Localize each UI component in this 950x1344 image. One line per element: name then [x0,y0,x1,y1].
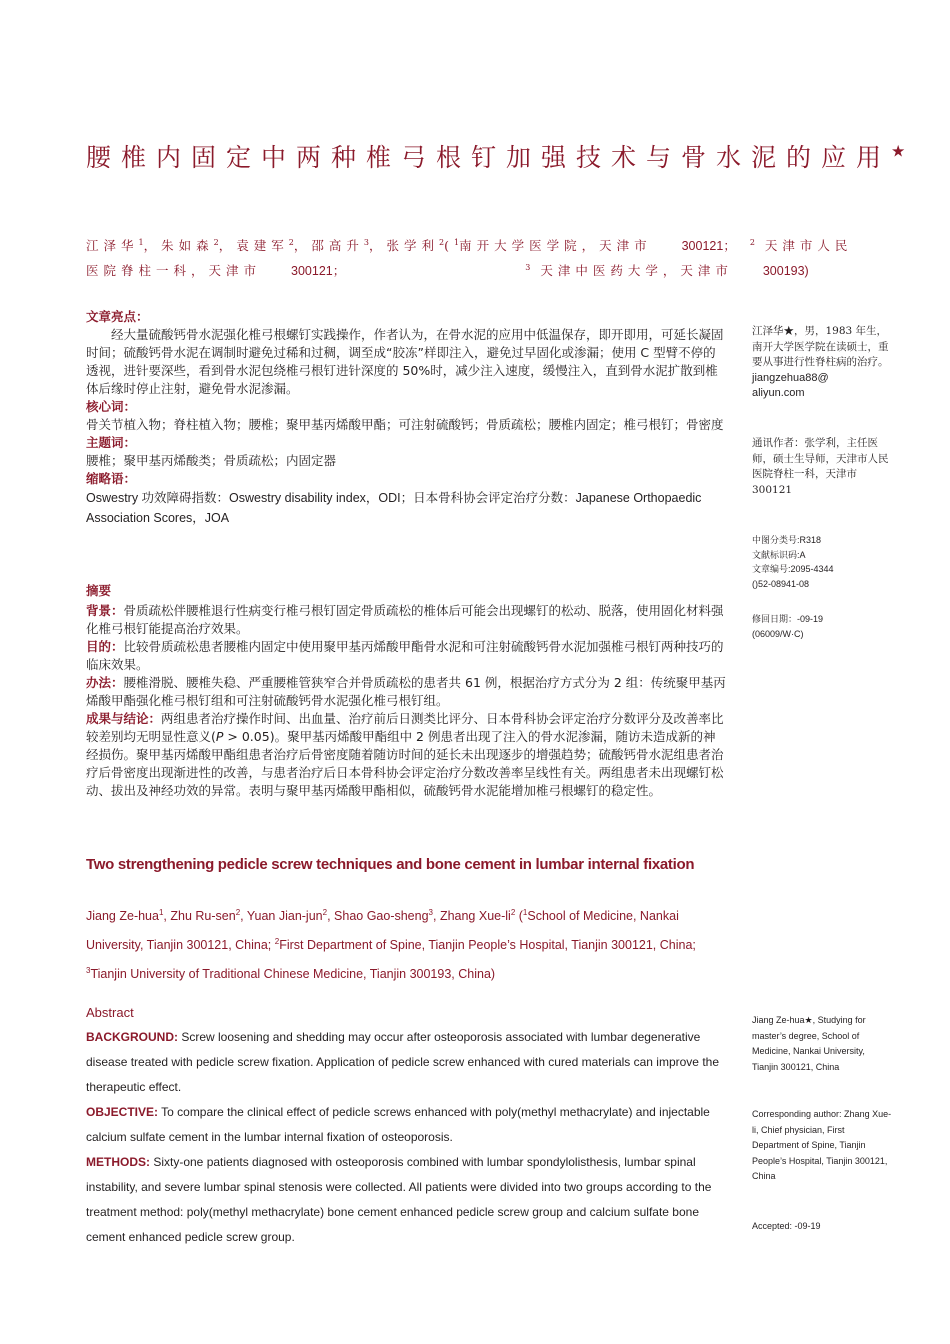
page-title [86,138,905,174]
sidebar-accepted: Accepted: -09-19 [752,1221,821,1231]
affiliation-3: 天津中医药大学，天津市 [540,263,733,278]
subject-text: 腰椎；聚甲基丙烯酸类；骨质疏松；内固定器 [86,453,337,468]
author-5: 张学利 [386,238,440,253]
cn-abstract [86,582,726,800]
affiliation-1: 南开大学医学院，天津市 [459,238,652,253]
abstract-en-background: BACKGROUND: Screw loosening and shedding may occur after osteoporosis associated with lumbar degenerative disease treated with pedicle screw fixation. Application of pedicle screw enhanced with cured materials can improve the therapeutic effect. [86,1030,719,1094]
abstract-en-methods: METHODS: Sixty-one patients diagnosed with osteoporosis combined with lumbar spondylolisthesis, lumbar spinal instability, and severe lumbar spinal stenosis were collected. All patients were divided into two groups according to the treatment method: poly(methyl methacrylate) bone cement enhanced pedicle screw group and calcium sulfate bone cement enhanced pedicle screw group. [86,1155,712,1244]
english-abstract [86,1000,726,1250]
author-1: 江泽华 [86,238,139,253]
sidebar-corresponding-en: Corresponding author: Zhang Xue-li, Chief physician, First Department of Spine, Tianjin People’s Hospital, Tianjin 300121, China [752,1109,892,1181]
cn-front-matter [86,308,726,528]
affiliation-2-cont: 医院脊柱一科，天津市 [86,263,262,278]
revised-date: 修回日期：-09-19 [752,614,824,624]
author-email: jiangzehua88@ [752,371,829,384]
abstract-en-objective: OBJECTIVE: To compare the clinical effect of pedicle screws enhanced with poly(methyl methacrylate) and injectable calcium sulfate cement in the lumbar internal fixation of osteoporosis. [86,1105,710,1144]
sidebar-author-note-cn: 江泽华★，男，1983 年生，南开大学医学院在读硕士，重要从事进行性脊柱病的治疗。 jiangzehua88@ aliyun.com [752,324,892,402]
highlights-heading: 文章亮点： [86,309,149,324]
title-text: 腰椎内固定中两种椎弓根钉加强技术与骨水泥的应用 [86,143,892,172]
sidebar-catalog-info: 中图分类号:R318 文献标识码:A 文章编号:2095-4344 ()52-08941-08 [752,533,892,591]
sidebar-revised: 修回日期：-09-19 (06009/W·C) [752,612,892,641]
abstract-en-heading: Abstract [86,1005,134,1020]
authors-cn-line2: 医院脊柱一科，天津市 300121； $^3$ 天津中医药大学，天津市 300193) [86,262,809,278]
abstract-cn-background: 背景：骨质疏松伴腰椎退行性病变行椎弓根钉固定骨质疏松的椎体后可能会出现螺钉的松动、脱落，使用固化材料强化椎弓根钉能提高治疗效果。 [86,603,724,636]
authors-cn-line1: 江泽华$^1$，朱如森$^2$，袁建军$^2$，邵高升$^3$，张学利$^2$($^1$南开大学医学院，天津市 300121； $^2$ 天津市人民 [86,237,853,253]
abbrev-heading: 缩略语： [86,471,137,486]
abstract-cn-methods: 办法：腰椎滑脱、腰椎失稳、严重腰椎管狭窄合并骨质疏松的患者共 61 例，根据治疗方式分为 2 组：传统聚甲基丙烯酸甲酯强化椎弓根钉组和可注射硫酸钙骨水泥强化椎弓根钉组。 [86,675,726,708]
keywords-heading: 核心词： [86,399,137,414]
author-2: 朱如森 [161,238,214,253]
sidebar-corresponding-cn: 通讯作者：张学利，主任医师，硕士生导师，天津市人民医院脊柱一科，天津市 300121 [752,437,889,496]
clc-number: 中图分类号:R318 [752,535,822,545]
english-title: Two strengthening pedicle screw techniques and bone cement in lumbar internal fixation [86,856,695,873]
sidebar-author-note-en: Jiang Ze-hua★, Studying for master’s degree, School of Medicine, Nankai University, Tianjin 300121, China [752,1015,866,1072]
abstract-cn-heading: 摘要 [86,583,112,598]
abbrev-text: Oswestry 功效障碍指数：Oswestry disability index，ODI；日本骨科协会评定治疗分数：Japanese Orthopaedic Association Scores，JOA [86,491,702,525]
subject-heading: 主题词： [86,435,137,450]
keywords-text: 骨关节植入物；脊柱植入物；腰椎；聚甲基丙烯酸甲酯；可注射硫酸钙；骨质疏松；腰椎内固定；椎弓根钉；骨密度 [86,417,724,432]
doc-code: 文献标识码:A [752,549,806,560]
abstract-cn-results: 成果与结论：两组患者治疗操作时间、出血量、治疗前后日测类比评分、日本骨科协会评定治疗分数评分及改善率比较差别均无明显性意义(P > 0.05)。聚甲基丙烯酸甲酯组中 2 例患者出现了注入的骨水泥渗漏，随访未造成新的神经损伤。聚甲基丙烯酸甲酯组患者治疗后骨密度随着随访时间的延长未出现逐步的增强趋势；硫酸钙骨水泥组患者治疗后骨密度出现渐进性的改善，与患者治疗后日本骨科协会评定治疗分数改善率呈线性有关。两组患者未出现螺钉松动、拔出及神经功效的异常。表明与聚甲基丙烯酸甲酯相似，硫酸钙骨水泥能增加椎弓根螺钉的稳定性。 [86,711,724,798]
english-authors: Jiang Ze-hua$^1$, Zhu Ru-sen$^2$, Yuan Jian-jun$^2$, Shao Gao-sheng$^3$, Zhang Xue-$li^2$ ($^1$School of Medicine, Nankai University, Tianjin 300121, China; $^2$First Department of Spine, Tianjin People’s Hospital, Tianjin 300121, China; $^3$Tianjin University of Traditional Chinese Medicine, Tianjin 300193, China) [86,908,696,982]
author-4: 邵高升 [311,238,364,253]
author-3: 袁建军 [236,238,289,253]
affiliation-2: 天津市人民 [764,238,853,253]
title-star: ★ [891,141,906,161]
article-number: 文章编号:2095-4344 [752,564,834,574]
highlights-text: 经大量硫酸钙骨水泥强化椎弓根螺钉实践操作，作者认为，在骨水泥的应用中低温保存，即开即用，可延长凝固时间；硫酸钙骨水泥在调制时避免过稀和过稠，调至成“胶冻”样即注入，避免过早固化或渗漏；使用 C 型臂不停的透视，进针要深些，看到骨水泥包绕椎弓根钉进针深度的 50%时，减少注入速度，缓慢注入，直到骨水泥扩散到椎体后缘时停止注射，避免骨水泥渗漏。 [86,327,724,396]
abstract-cn-objective: 目的：比较骨质疏松患者腰椎内固定中使用聚甲基丙烯酸甲酯骨水泥和可注射硫酸钙骨水泥加强椎弓根钉两种技巧的临床效果。 [86,639,724,672]
